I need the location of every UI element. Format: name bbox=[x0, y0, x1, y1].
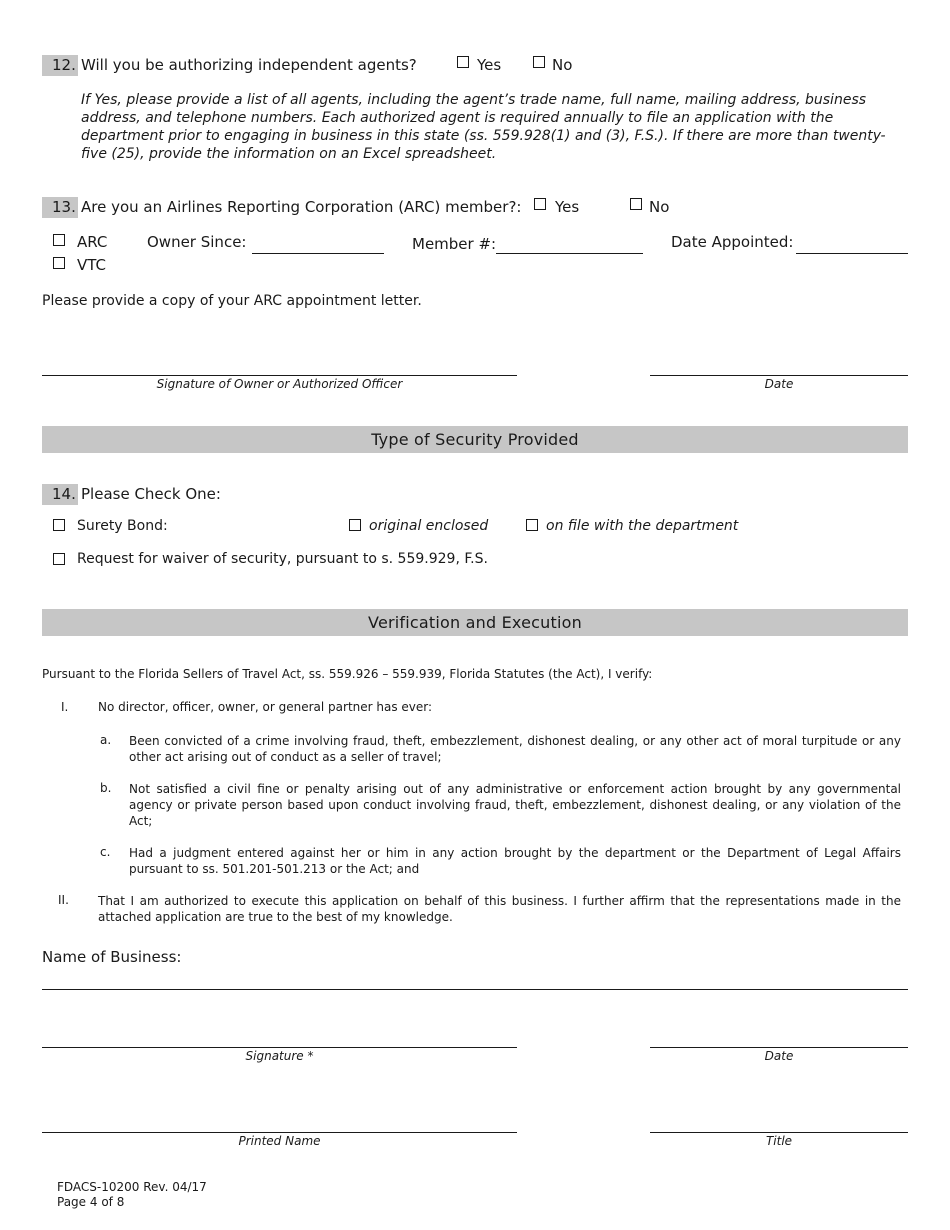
verification-intro: Pursuant to the Florida Sellers of Travel Act, ss. 559.926 – 559.939, Florida Statutes (the Act), I verify: bbox=[42, 667, 653, 681]
title-line[interactable] bbox=[650, 1132, 908, 1133]
owner-date-line[interactable] bbox=[650, 375, 908, 376]
on-file-label: on file with the department bbox=[546, 518, 739, 534]
owner-signature-caption: Signature of Owner or Authorized Officer bbox=[156, 377, 403, 391]
form-id: FDACS-10200 Rev. 04/17 bbox=[57, 1180, 207, 1194]
item-1-text: No director, officer, owner, or general partner has ever: bbox=[98, 700, 433, 714]
signature-date-caption: Date bbox=[764, 1049, 794, 1063]
q13-yes-checkbox[interactable] bbox=[534, 198, 546, 210]
title-caption: Title bbox=[765, 1134, 793, 1148]
owner-since-field[interactable] bbox=[252, 253, 384, 254]
q13-no-checkbox[interactable] bbox=[630, 198, 642, 210]
printed-name-caption: Printed Name bbox=[238, 1134, 321, 1148]
verification-section-header: Verification and Execution bbox=[42, 609, 908, 636]
q12-yes-label: Yes bbox=[477, 56, 502, 74]
q14-number: 14. bbox=[42, 484, 78, 505]
arc-checkbox[interactable] bbox=[53, 234, 65, 246]
signature-caption: Signature * bbox=[245, 1049, 314, 1063]
item-1-marker: I. bbox=[61, 700, 69, 714]
page-number: Page 4 of 8 bbox=[57, 1195, 125, 1209]
waiver-checkbox[interactable] bbox=[53, 553, 65, 565]
arc-label: ARC bbox=[77, 233, 108, 251]
item-c-text: Had a judgment entered against her or him in any action brought by the department or the Department of Legal Affairs pursuant to ss. 501.201-501.213 or the Act; and bbox=[129, 846, 901, 876]
vtc-label: VTC bbox=[77, 256, 107, 274]
vtc-checkbox[interactable] bbox=[53, 257, 65, 269]
printed-name-line[interactable] bbox=[42, 1132, 517, 1133]
surety-bond-checkbox[interactable] bbox=[53, 519, 65, 531]
business-name-field[interactable] bbox=[42, 989, 908, 990]
owner-since-label: Owner Since: bbox=[147, 233, 247, 251]
item-b-marker: b. bbox=[100, 781, 112, 795]
q12-no-label: No bbox=[552, 56, 573, 74]
on-file-checkbox[interactable] bbox=[526, 519, 538, 531]
q12-instructions: If Yes, please provide a list of all agents, including the agent’s trade name, full name, mailing address, business address, and telephone numbers. Each authorized agent is required annually to file an application with the department prior to engaging in business in this state (ss. 559.928(1) and (3), F.S.). If there are more than twenty-five (25), provide the information on an Excel spreadsheet. bbox=[81, 92, 886, 162]
business-name-label: Name of Business: bbox=[42, 948, 182, 966]
security-section-header: Type of Security Provided bbox=[42, 426, 908, 453]
date-appointed-field[interactable] bbox=[796, 253, 908, 254]
item-a-text: Been convicted of a crime involving fraud, theft, embezzlement, dishonest dealing, or any other act of moral turpitude or any other act arising out of conduct as a seller of travel; bbox=[129, 734, 901, 764]
item-2-text: That I am authorized to execute this application on behalf of this business. I further affirm that the representations made in the attached application are true to the best of my knowledge. bbox=[98, 894, 901, 924]
q12-number: 12. bbox=[42, 55, 78, 76]
arc-copy-note: Please provide a copy of your ARC appointment letter. bbox=[42, 293, 422, 309]
q12-question: Will you be authorizing independent agents? bbox=[81, 56, 417, 74]
member-number-label: Member #: bbox=[412, 235, 497, 253]
q13-yes-label: Yes bbox=[555, 198, 580, 216]
q13-question: Are you an Airlines Reporting Corporation (ARC) member?: bbox=[81, 198, 522, 216]
original-enclosed-label: original enclosed bbox=[369, 518, 489, 534]
item-c-marker: c. bbox=[100, 845, 111, 859]
owner-date-caption: Date bbox=[764, 377, 794, 391]
member-number-field[interactable] bbox=[496, 253, 643, 254]
q13-no-label: No bbox=[649, 198, 670, 216]
item-2-marker: II. bbox=[58, 893, 69, 907]
date-appointed-label: Date Appointed: bbox=[671, 233, 794, 251]
original-enclosed-checkbox[interactable] bbox=[349, 519, 361, 531]
item-b-text: Not satisfied a civil fine or penalty arising out of any administrative or enforcement action brought by any governmental agency or private person based upon conduct involving fraud, theft, embezzlement, dishonest dealing, or any violation of the Act; bbox=[129, 782, 901, 828]
waiver-label: Request for waiver of security, pursuant to s. 559.929, F.S. bbox=[77, 551, 488, 567]
q13-number: 13. bbox=[42, 197, 78, 218]
q12-yes-checkbox[interactable] bbox=[457, 56, 469, 68]
signature-date-line[interactable] bbox=[650, 1047, 908, 1048]
surety-bond-label: Surety Bond: bbox=[77, 518, 168, 534]
q14-prompt: Please Check One: bbox=[81, 485, 221, 503]
item-a-marker: a. bbox=[100, 733, 112, 747]
q12-no-checkbox[interactable] bbox=[533, 56, 545, 68]
signature-line[interactable] bbox=[42, 1047, 517, 1048]
owner-signature-line[interactable] bbox=[42, 375, 517, 376]
